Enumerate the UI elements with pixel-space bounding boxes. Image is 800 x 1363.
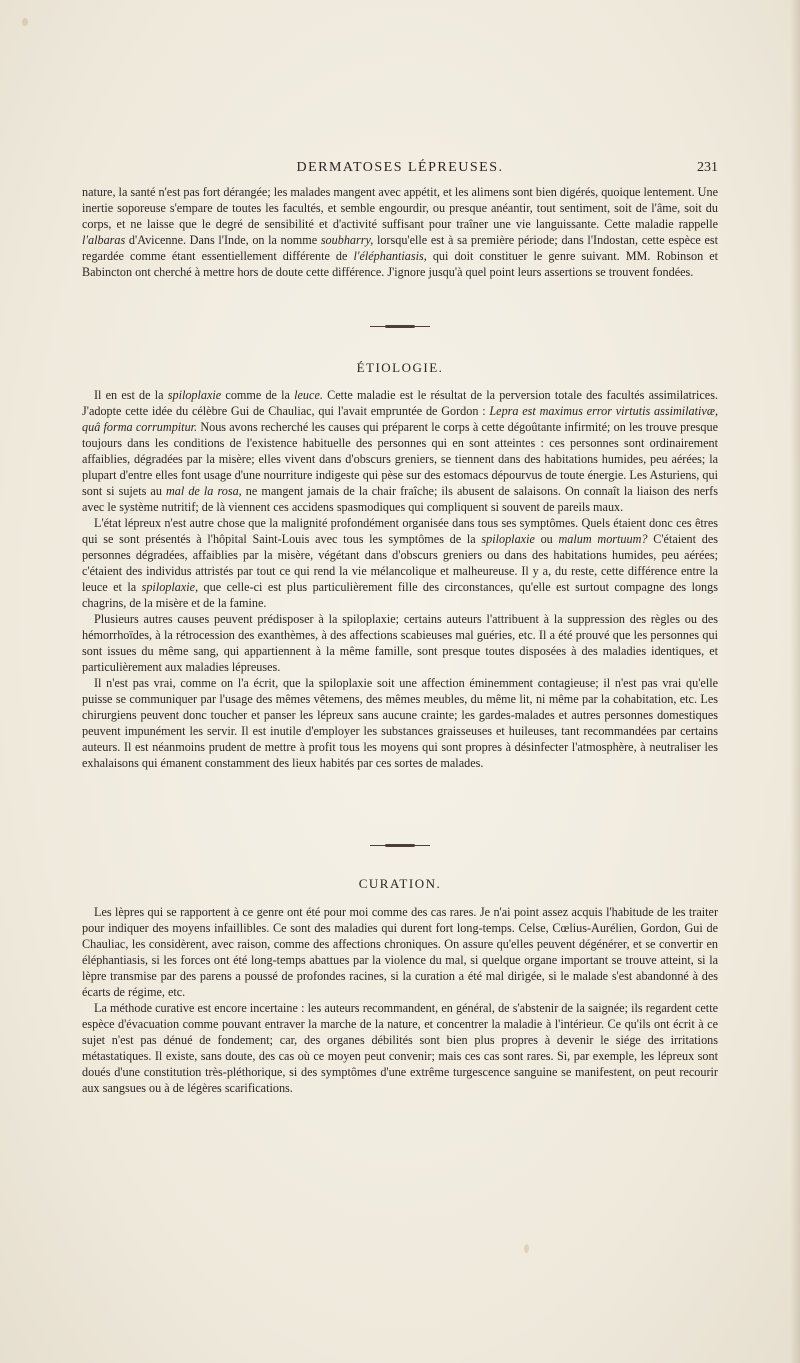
page-edge-shadow [790,0,800,1363]
etiologie-paragraph-1: Il en est de la spiloplaxie comme de la leuce. Cette maladie est le résultat de la perversion totale des facultés assimilatrices. J'adopte cette idée du célèbre Gui de Chauliac, qui l'avait empruntée de Gordon : Lepra est maximus error virtutis assimilativæ, quâ forma corrumpitur. Nous avons recherché les causes qui préparent le corps à cette dégoûtante infirmité; on les trouve presque toujours dans les conditions de l'existence habituelle des personnes qui en sont atteintes : ces personnes sont ordinairement affaiblies, dégradées par la misère; elles vivent dans d'obscurs greniers, se tiennent dans des habitations humides, peu aérées; la plupart d'entre elles font usage d'une nourriture indigeste qui pèse sur des estomacs dépourvus de toute énergie. Les Asturiens, qui sont si sujets au mal de la rosa, ne mangent jamais de la chair fraîche; ils abusent de salaisons. On connaît la liaison des nerfs avec le système nutritif; de là viennent ces accidens spasmodiques qui compliquent si souvent de pareils maux. [82,388,718,514]
curation-paragraph-2: La méthode curative est encore incertaine : les auteurs recommandent, en général, de s'abstenir de la saignée; ils regardent cette espèce d'évacuation comme pouvant entraver la marche de la nature, et concentrer la maladie à l'intérieur. Ce qu'ils ont écrit à ce sujet n'est pas dénué de fondement; car, des organes débilités sont bien plus propres à devenir le siége des irritations métastatiques. Il existe, sans doute, des cas où ce moyen peut convenir; mais ces cas sont rares. Si, par exemple, les lépreux sont doués d'une constitution très-pléthorique, si des symptômes d'une extrême turgescence sanguine se manifestent, on peut recourir aux sangsues ou à de légères scarifications. [82,1001,718,1095]
foxing-spot [524,1244,529,1253]
intro-paragraph-block [82,184,718,280]
running-title: DERMATOSES LÉPREUSES. [296,160,504,175]
curation-text [82,904,718,1096]
etiologie-heading: ÉTIOLOGIE. [356,360,444,375]
page-number: 231 [697,160,718,175]
intro-paragraph: nature, la santé n'est pas fort dérangée; les malades mangent avec appétit, et les alimens sont bien digérés, quoique lentement. Une inertie soporeuse s'empare de toutes les facultés, et semble engourdir, ou presque anéantir, tout sentiment, soit de l'âme, soit du corps, et ne laisse que le degré de sensibilité et d'activité suffisant pour traîner une vie languissante. Cette maladie rappelle l'albaras d'Avicenne. Dans l'Inde, on la nomme soubharry, lorsqu'elle est à sa première période; dans l'Indostan, cette espèce est regardée comme étant essentiellement différente de l'éléphantiasis, qui doit constituer le genre suivant. MM. Robinson et Babincton ont cherché à mettre hors de doute cette différence. J'ignore jusqu'à quel point leurs assertions se trouvent fondées. [82,185,719,279]
foxing-spot [22,18,28,26]
curation-heading: CURATION. [358,876,442,891]
curation-paragraph-1: Les lèpres qui se rapportent à ce genre ont été pour moi comme des cas rares. Je n'ai point assez acquis l'habitude de les traiter pour indiquer des moyens infaillibles. Ce sont des maladies qui durent fort long-temps. Celse, Cœlius-Aurélien, Gordon, Gui de Chauliac, les considèrent, avec raison, comme des affections chroniques. On assure qu'elles peuvent dégénérer, et se convertir en éléphantiasis, si les forces ont été long-temps abattues par la violence du mal, si quelque organe important se trouve atteint, si la lèpre transmise par des parens a poussé de profondes racines, si la curation a été mal dirigée, si le malade s'est abandonné à des écarts de régime, etc. [82,905,718,999]
etiologie-text [82,387,718,771]
etiologie-paragraph-3: Plusieurs autres causes peuvent prédisposer à la spiloplaxie; certains auteurs l'attribuent à la suppression des règles ou des hémorrhoïdes, à la rétrocession des exanthèmes, à des affections scabieuses mal guéries, etc. Il a été prouvé que les personnes qui sont issues du même sang, qui appartiennent à la même famille, sont presque toutes disposées à des maladies identiques, et particulièrement aux maladies lépreuses. [82,612,718,674]
section-divider [370,326,430,327]
etiologie-paragraph-2: L'état lépreux n'est autre chose que la malignité profondément organisée dans tous ses symptômes. Quels étaient donc ces êtres qui se sont présentés à l'hôpital Saint-Louis avec tous les symptômes de la spiloplaxie ou malum mortuum? C'étaient des personnes dégradées, affaiblies par la misère, végétant dans d'obscurs greniers ou dans des habitations humides, peu aérées; c'étaient des individus attristés par tout ce qui rend la vie mélancolique et malheureuse. Il y a, du reste, cette différence entre la leuce et la spiloplaxie, que celle-ci est plus particulièrement fille des circonstances, qu'elle est surtout compagne des longs chagrins, de la misère et de la famine. [82,516,718,610]
etiologie-paragraph-4: Il n'est pas vrai, comme on l'a écrit, que la spiloplaxie soit une affection éminemment contagieuse; il n'est pas vrai qu'elle puisse se communiquer par l'usage des mêmes vêtemens, des mêmes meubles, du même lit, ni même par la cohabitation, etc. Les chirurgiens peuvent donc toucher et panser les lépreux sans aucune crainte; les gardes-malades et autres personnes domestiques peuvent impunément les servir. Il est inutile d'employer les substances graisseuses et huileuses, tant recommandées par certains auteurs. Il est néanmoins prudent de mettre à profit tous les moyens qui sont propres à désinfecter l'atmosphère, à neutraliser les exhalaisons qui émanent constamment des lieux habités par ces sortes de malades. [82,676,718,770]
running-header [82,160,718,180]
section-divider [370,845,430,846]
